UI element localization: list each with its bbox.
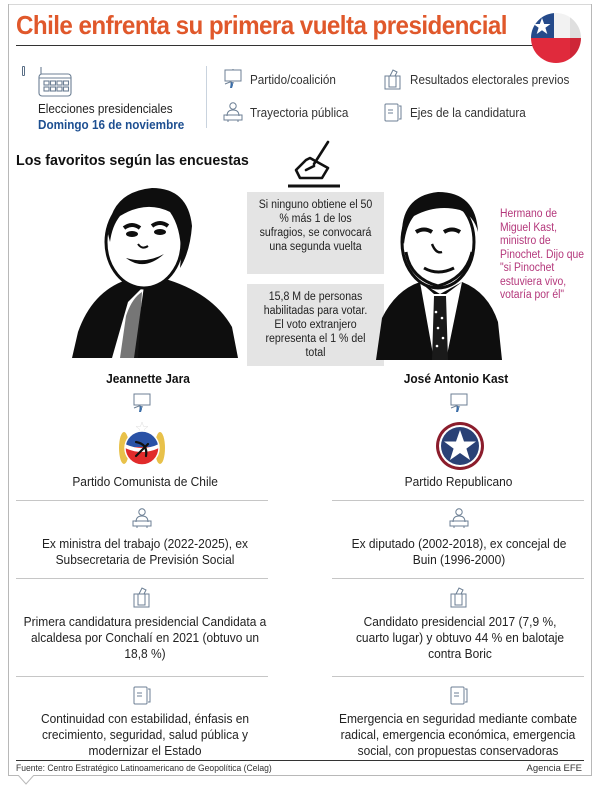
favorites-heading: Los favoritos según las encuestas xyxy=(16,152,249,169)
legend-item-party: Partido/coalición xyxy=(222,68,345,90)
trajectory-jara: Ex ministra del trabajo (2022-2025), ex Subsecretaria de Previsión Social xyxy=(41,536,249,567)
speaker-podium-icon xyxy=(131,507,153,529)
easel-icon xyxy=(222,68,244,90)
info-box-runoff-rule: Si ninguno obtiene el 50 % más 1 de los sufragios, se convocará una segunda vuelta xyxy=(247,192,384,274)
communist-party-logo xyxy=(116,420,168,472)
legend-item-previous-results: Resultados electorales previos xyxy=(382,68,587,90)
page-title: Chile enfrenta su primera vuelta presidencial xyxy=(16,10,507,40)
document-icon xyxy=(448,684,470,706)
republican-party-logo xyxy=(434,420,486,472)
easel-icon xyxy=(448,392,470,414)
legend-item-trajectory: Trayectoria pública xyxy=(222,101,359,123)
agency-credit: Agencia EFE xyxy=(526,763,582,774)
row-separator xyxy=(332,500,584,501)
chile-flag-icon xyxy=(530,12,582,64)
easel-icon xyxy=(131,392,153,414)
portrait-jeannette-jara xyxy=(72,182,238,358)
ballot-box-icon xyxy=(382,68,404,90)
event-date: Domingo 16 de noviembre xyxy=(38,117,185,132)
vote-hand-icon xyxy=(284,140,344,192)
row-separator xyxy=(16,578,268,579)
legend-divider xyxy=(206,66,207,128)
footer-rule xyxy=(16,760,584,761)
title-underline xyxy=(16,45,534,46)
speaker-podium-icon xyxy=(448,507,470,529)
platform-jara: Continuidad con estabilidad, énfasis en crecimiento, seguridad, salud pública y modernizar el Estado xyxy=(40,711,250,758)
document-icon xyxy=(382,101,404,123)
event-name: Elecciones presidenciales xyxy=(38,101,173,116)
ballot-box-icon xyxy=(131,586,153,608)
previous-results-jara: Primera candidatura presidencial Candidata a alcaldesa por Conchalí en 2021 (obtuvo un 18,8 %) xyxy=(23,614,267,661)
calendar-icon xyxy=(38,66,72,98)
legend-marker xyxy=(22,66,25,76)
row-separator xyxy=(16,500,268,501)
previous-results-kast: Candidato presidencial 2017 (7,9 %, cuarto lugar) y obtuvo 44 % en balotaje contra Boric xyxy=(355,614,565,661)
candidate-name-kast: José Antonio Kast xyxy=(403,371,509,386)
speech-tail-icon xyxy=(18,775,34,785)
row-separator xyxy=(332,676,584,677)
row-separator xyxy=(332,578,584,579)
source-credit: Fuente: Centro Estratégico Latinoamericano de Geopolítica (Celag) xyxy=(16,763,272,774)
document-icon xyxy=(131,684,153,706)
ballot-box-icon xyxy=(448,586,470,608)
platform-kast: Emergencia en seguridad mediante combate radical, emergencia económica, emergencia social, con propuestas conservadoras xyxy=(338,711,578,758)
legend-item-platform: Ejes de la candidatura xyxy=(382,101,539,123)
row-separator xyxy=(16,676,268,677)
info-box-voters: 15,8 M de personas habilitadas para votar. El voto extranjero representa el 1 % del total xyxy=(247,284,384,366)
party-name-jara: Partido Comunista de Chile xyxy=(72,474,218,489)
party-name-kast: Partido Republicano xyxy=(405,474,513,489)
trajectory-kast: Ex diputado (2002-2018), ex concejal de Buin (1996-2000) xyxy=(351,536,567,567)
speaker-podium-icon xyxy=(222,101,244,123)
kast-quote: Hermano de Miguel Kast, ministro de Pinochet. Dijo que "si Pinochet estuviera vivo, votaría por él" xyxy=(500,208,585,301)
portrait-jose-antonio-kast xyxy=(376,182,502,360)
candidate-name-jara: Jeannette Jara xyxy=(106,371,190,386)
